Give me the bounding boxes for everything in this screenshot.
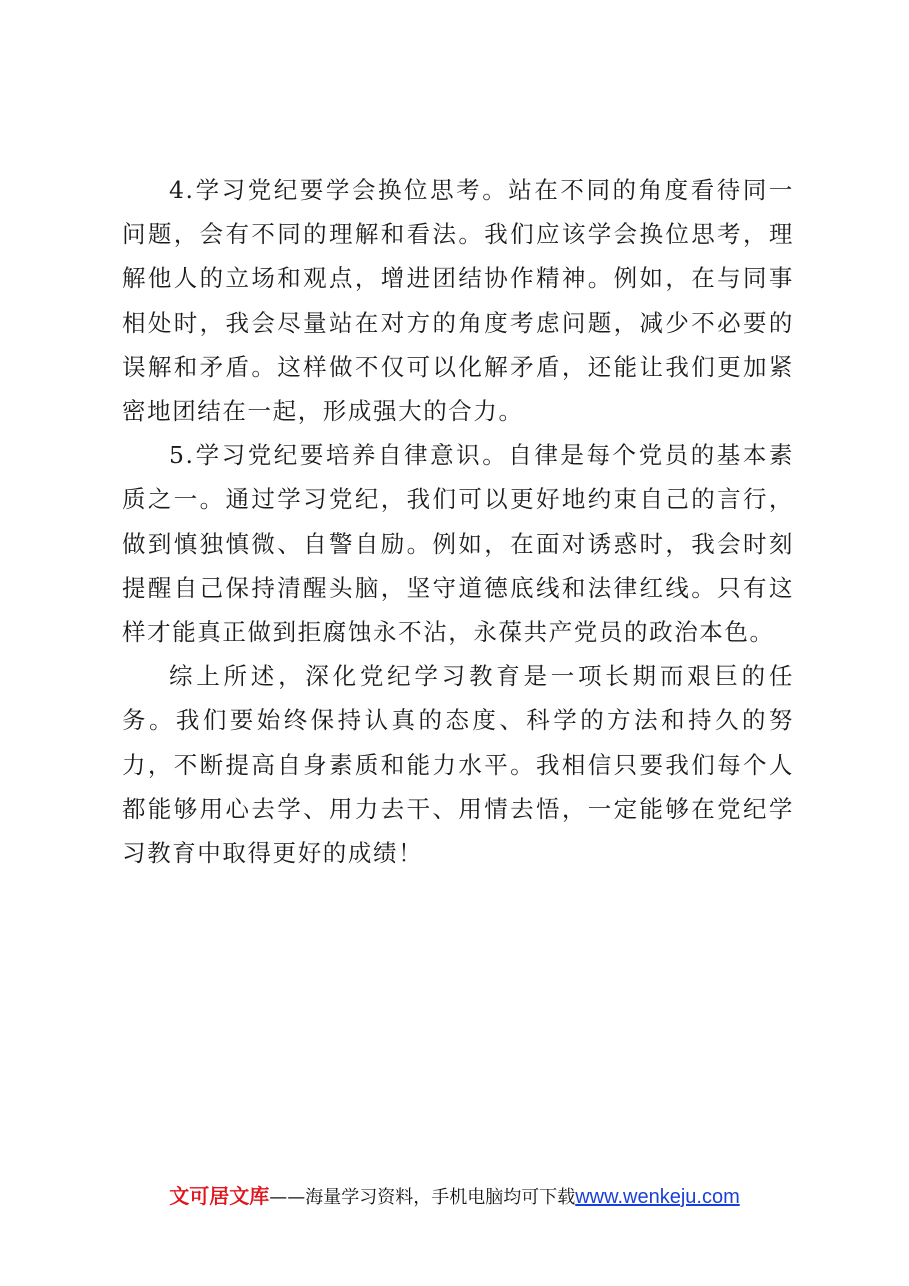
footer-website-link[interactable]: www.wenkeju.com xyxy=(575,1186,740,1208)
paragraph-point-4: 4.学习党纪要学会换位思考。站在不同的角度看待同一问题，会有不同的理解和看法。我们应该学会换位思考，理解他人的立场和观点，增进团结协作精神。例如，在与同事相处时，我会尽量站在对方的角度考虑问题，减少不必要的误解和矛盾。这样做不仅可以化解矛盾，还能让我们更加紧密地团结在一起，形成强大的合力。 xyxy=(122,176,794,426)
paragraph-conclusion: 综上所述，深化党纪学习教育是一项长期而艰巨的任务。我们要始终保持认真的态度、科学的方法和持久的努力，不断提高自身素质和能力水平。我相信只要我们每个人都能够用心去学、用力去干、用情去悟，一定能够在党纪学习教育中取得更好的成绩！ xyxy=(122,662,794,868)
paragraph-point-5: 5.学习党纪要培养自律意识。自律是每个党员的基本素质之一。通过学习党纪，我们可以更好地约束自己的言行，做到慎独慎微、自警自励。例如，在面对诱惑时，我会时刻提醒自己保持清醒头脑，坚守道德底线和法律红线。只有这样才能真正做到拒腐蚀永不沾，永葆共产党员的政治本色。 xyxy=(122,441,794,647)
footer-banner xyxy=(0,1182,909,1212)
footer-tagline: ——海量学习资料，手机电脑均可下载 xyxy=(269,1187,576,1208)
footer-brand: 文可居文库 xyxy=(169,1184,270,1208)
document-body xyxy=(122,168,794,875)
